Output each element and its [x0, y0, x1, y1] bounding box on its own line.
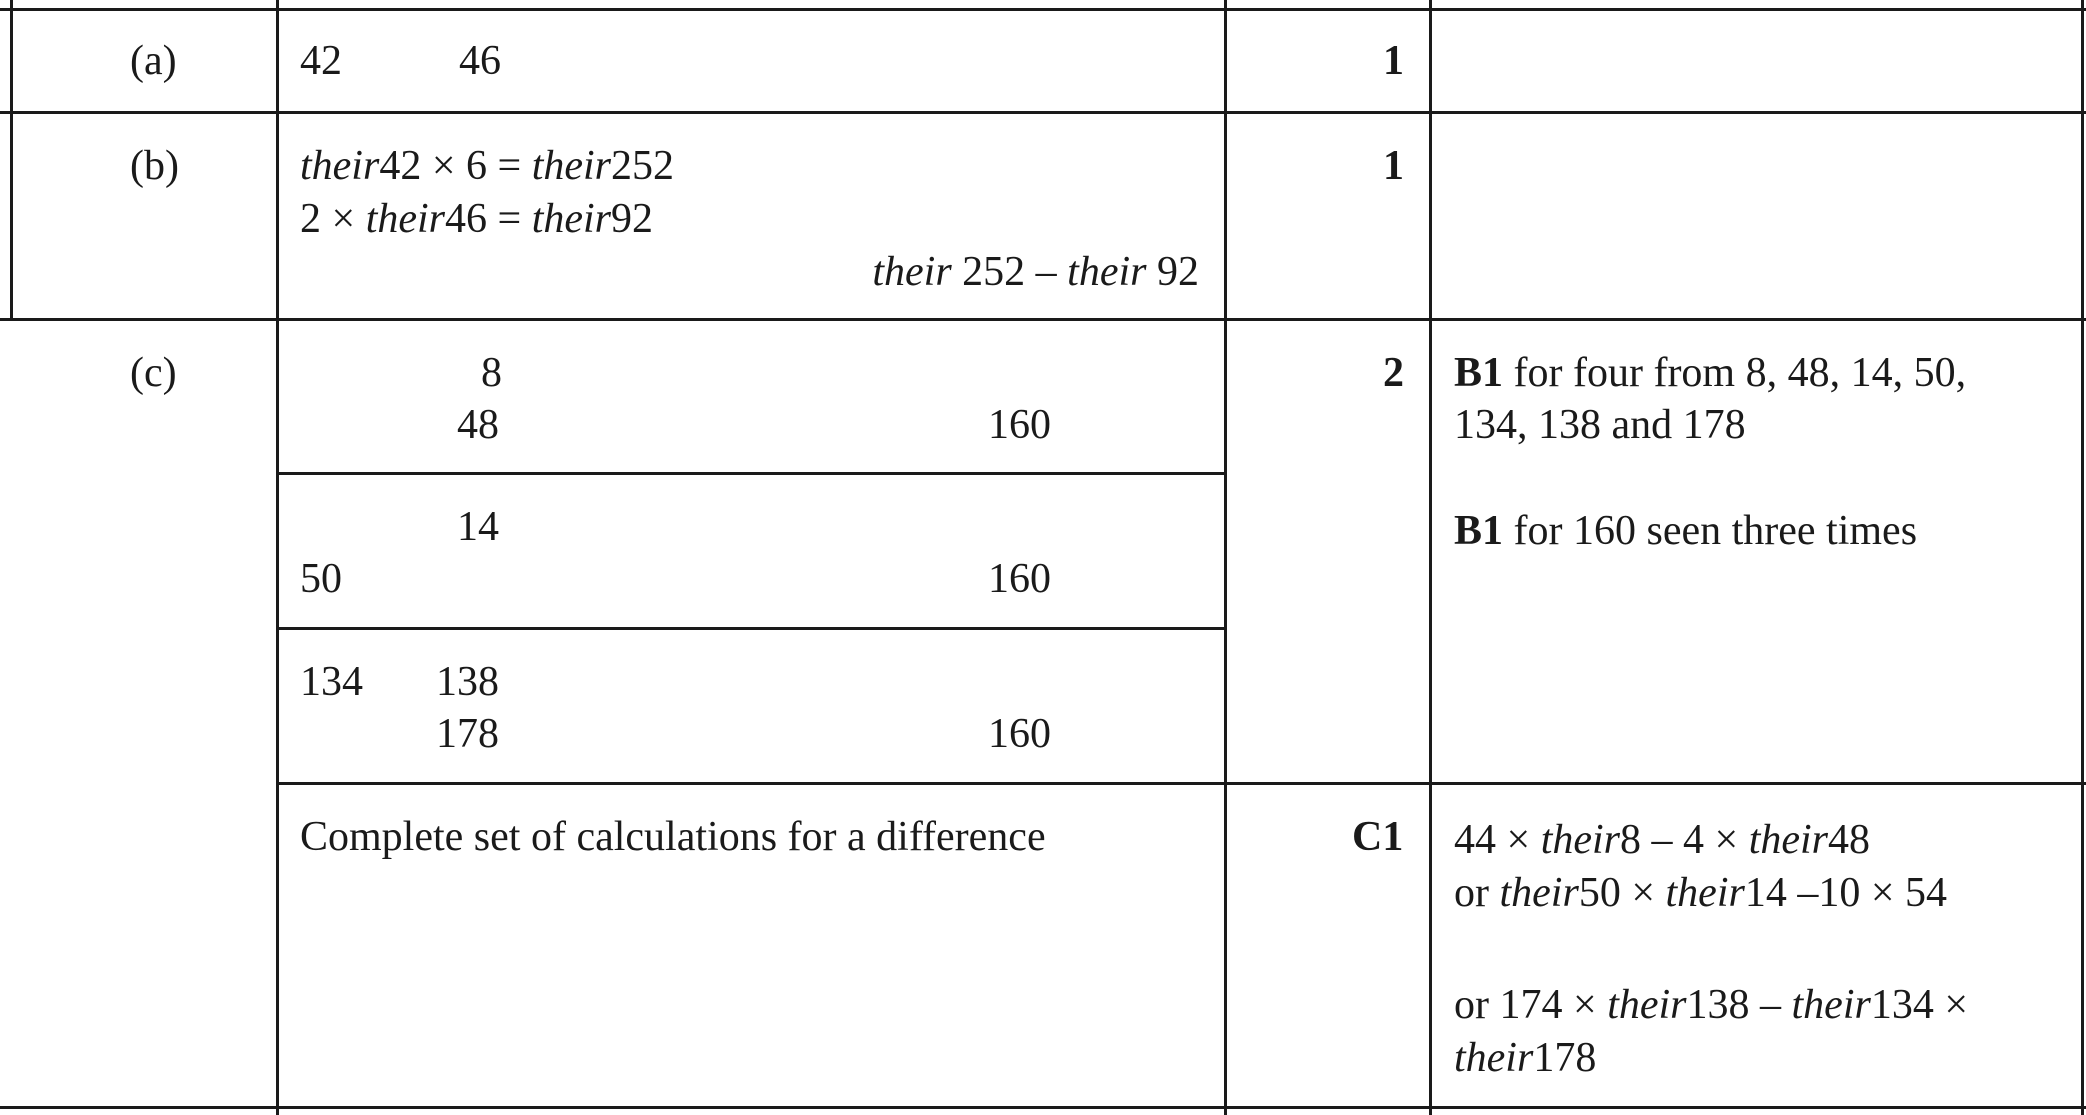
grid1-bottom-border	[277, 472, 1225, 475]
their-word: their	[1607, 982, 1687, 1028]
part-label-b: (b)	[130, 143, 179, 189]
mark-column-divider	[1429, 0, 1432, 1115]
their-word: their	[1540, 817, 1621, 863]
grid2-bottom-border	[277, 627, 1225, 630]
c1-answer: Complete set of calculations for a difference	[300, 814, 1046, 860]
table-top-border	[0, 8, 2086, 11]
answer-a-first: 42	[300, 38, 342, 84]
grid3-top-mid: 138	[436, 659, 499, 705]
table-right-border	[2081, 0, 2084, 1115]
their-word: their	[365, 196, 446, 242]
grid1-top: 8	[481, 350, 502, 396]
answer-b-line2: 2 × their46 = their92	[300, 196, 654, 242]
part-column-divider	[276, 0, 279, 1115]
c1-top-border	[277, 782, 2086, 785]
table-bottom-border	[0, 1106, 2086, 1109]
part-label-a: (a)	[130, 38, 177, 84]
c1-guidance-line3: or 174 × their138 – their134 ×	[1454, 982, 1969, 1028]
answer-a-second: 46	[459, 38, 501, 84]
c1-guidance-line4: their178	[1454, 1035, 1597, 1081]
grid2-top: 14	[457, 504, 499, 550]
grid2-left: 50	[300, 556, 342, 602]
grid2-right: 160	[988, 556, 1051, 602]
b1-label: B1	[1454, 508, 1504, 554]
answer-b-line1: their42 × 6 = their252	[300, 143, 675, 189]
part-label-c: (c)	[130, 350, 177, 396]
row-a-bottom-border	[0, 111, 2086, 114]
their-word: their	[872, 249, 952, 295]
answer-b-line3: their 252 – their 92	[872, 249, 1199, 295]
c1-guidance-line2: or their50 × their14 –10 × 54	[1454, 870, 1948, 916]
grid3-right: 160	[988, 711, 1051, 757]
mark-c: 2	[1383, 350, 1404, 396]
their-word: their	[1499, 870, 1579, 916]
grid3-mid: 178	[436, 711, 499, 757]
their-word: their	[1748, 817, 1829, 863]
grid3-top-left: 134	[300, 659, 363, 705]
guidance-b2: B1 for 160 seen three times	[1454, 508, 1918, 554]
answer-column-divider	[1224, 0, 1227, 1115]
guidance-b1-line1: B1 for four from 8, 48, 14, 50,	[1454, 350, 1967, 396]
guidance-b1-line2: 134, 138 and 178	[1454, 402, 1746, 448]
their-word: their	[531, 143, 612, 189]
their-word: their	[1067, 249, 1147, 295]
table-left-border	[10, 0, 13, 320]
mark-b: 1	[1383, 143, 1404, 189]
grid1-right: 160	[988, 402, 1051, 448]
their-word: their	[1454, 1035, 1534, 1081]
grid1-left: 48	[457, 402, 499, 448]
c1-guidance-line1: 44 × their8 – 4 × their48	[1454, 817, 1871, 863]
mark-a: 1	[1383, 38, 1404, 84]
their-word: their	[1791, 982, 1871, 1028]
their-word: their	[1665, 870, 1745, 916]
their-word: their	[300, 143, 380, 189]
row-b-bottom-border	[0, 318, 2086, 321]
mark-c1: C1	[1352, 814, 1404, 860]
their-word: their	[531, 196, 612, 242]
b1-label: B1	[1454, 350, 1504, 396]
